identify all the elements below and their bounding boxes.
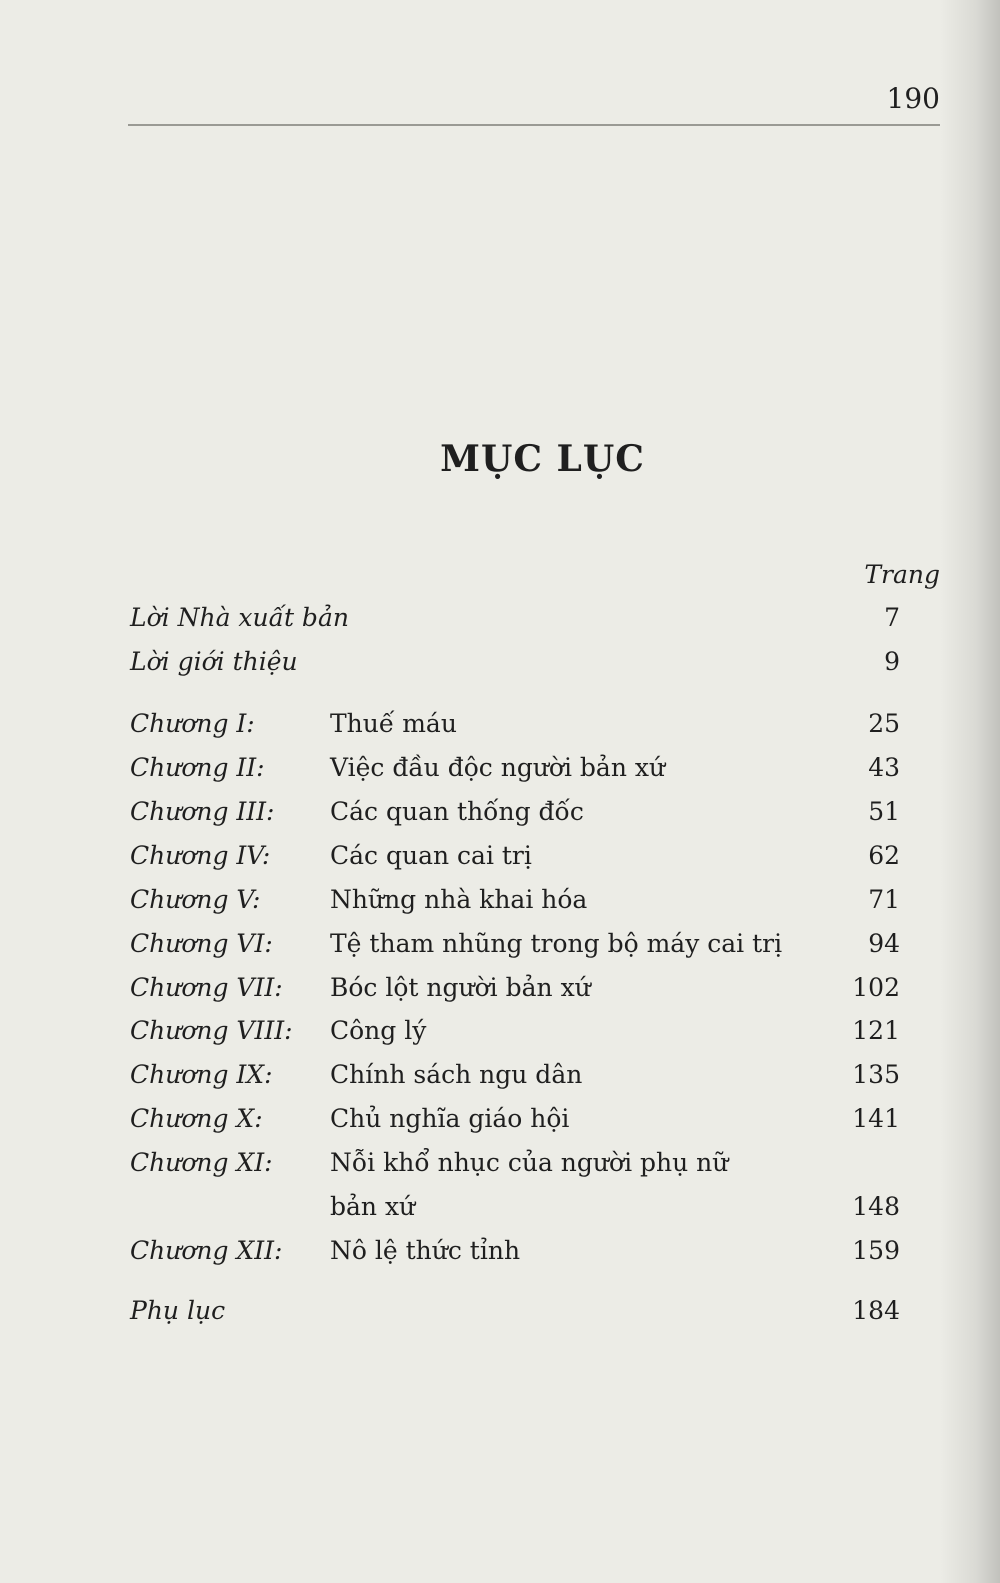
chapter-title: Bóc lột người bản xứ <box>330 973 591 1002</box>
chapter-label: Chương I: <box>130 709 255 738</box>
chapter-page: 43 <box>868 753 900 782</box>
chapter-page: 121 <box>852 1016 900 1045</box>
toc-entry-page: 9 <box>884 647 900 676</box>
toc-chapter-3 <box>130 797 900 833</box>
page-number: 190 <box>886 82 940 115</box>
toc-chapter-11-cont <box>130 1192 900 1228</box>
toc-chapter-8 <box>130 1016 900 1052</box>
chapter-label: Chương III: <box>130 797 275 826</box>
toc-chapter-10 <box>130 1104 900 1140</box>
toc-entry-label: Lời Nhà xuất bản <box>130 603 349 632</box>
toc-entry-page: 184 <box>852 1296 900 1325</box>
toc-chapter-4 <box>130 841 900 877</box>
toc-chapter-2 <box>130 753 900 789</box>
chapter-label: Chương XI: <box>130 1148 273 1177</box>
toc-chapter-9 <box>130 1060 900 1096</box>
chapter-title: Tệ tham nhũng trong bộ máy cai trị <box>330 929 783 958</box>
chapter-page: 159 <box>852 1236 900 1265</box>
toc-chapter-11 <box>130 1148 900 1184</box>
chapter-title: Những nhà khai hóa <box>330 885 588 914</box>
chapter-page: 94 <box>868 929 900 958</box>
chapter-page: 71 <box>868 885 900 914</box>
chapter-label: Chương IV: <box>130 841 271 870</box>
chapter-label: Chương VII: <box>130 973 283 1002</box>
toc-entry-introduction <box>130 647 900 683</box>
toc-entry-publisher-note <box>130 603 900 639</box>
chapter-label: Chương V: <box>130 885 261 914</box>
chapter-page: 148 <box>852 1192 900 1221</box>
header-rule <box>128 124 940 126</box>
chapter-page: 51 <box>868 797 900 826</box>
page-column-header: Trang <box>864 560 940 589</box>
toc-entry-label: Phụ lục <box>130 1296 226 1325</box>
chapter-page: 25 <box>868 709 900 738</box>
toc-entry-page: 7 <box>884 603 900 632</box>
chapter-title: Công lý <box>330 1016 427 1045</box>
chapter-page: 141 <box>852 1104 900 1133</box>
chapter-title: Các quan cai trị <box>330 841 532 870</box>
toc-chapter-1 <box>130 709 900 745</box>
toc-chapter-7 <box>130 973 900 1009</box>
chapter-title: Thuế máu <box>330 709 457 738</box>
chapter-label: Chương II: <box>130 753 265 782</box>
chapter-title: Các quan thống đốc <box>330 797 584 826</box>
page-edge-shadow <box>940 0 1000 1583</box>
chapter-label: Chương X: <box>130 1104 263 1133</box>
toc-chapter-12 <box>130 1236 900 1272</box>
chapter-title: Chính sách ngu dân <box>330 1060 583 1089</box>
toc-chapter-5 <box>130 885 900 921</box>
chapter-title-continuation: bản xứ <box>330 1192 416 1221</box>
chapter-page: 135 <box>852 1060 900 1089</box>
chapter-label: Chương XII: <box>130 1236 283 1265</box>
chapter-label: Chương IX: <box>130 1060 273 1089</box>
page-title: MỤC LỤC <box>440 438 645 480</box>
chapter-page: 102 <box>852 973 900 1002</box>
toc-entry-appendix <box>130 1296 900 1332</box>
chapter-label: Chương VIII: <box>130 1016 293 1045</box>
chapter-title: Nỗi khổ nhục của người phụ nữ <box>330 1148 729 1177</box>
chapter-label: Chương VI: <box>130 929 273 958</box>
chapter-page: 62 <box>868 841 900 870</box>
chapter-title: Việc đầu độc người bản xứ <box>330 753 666 782</box>
chapter-title: Nô lệ thức tỉnh <box>330 1236 521 1265</box>
toc-entry-label: Lời giới thiệu <box>130 647 298 676</box>
chapter-title: Chủ nghĩa giáo hội <box>330 1104 570 1133</box>
toc-chapter-6 <box>130 929 900 965</box>
